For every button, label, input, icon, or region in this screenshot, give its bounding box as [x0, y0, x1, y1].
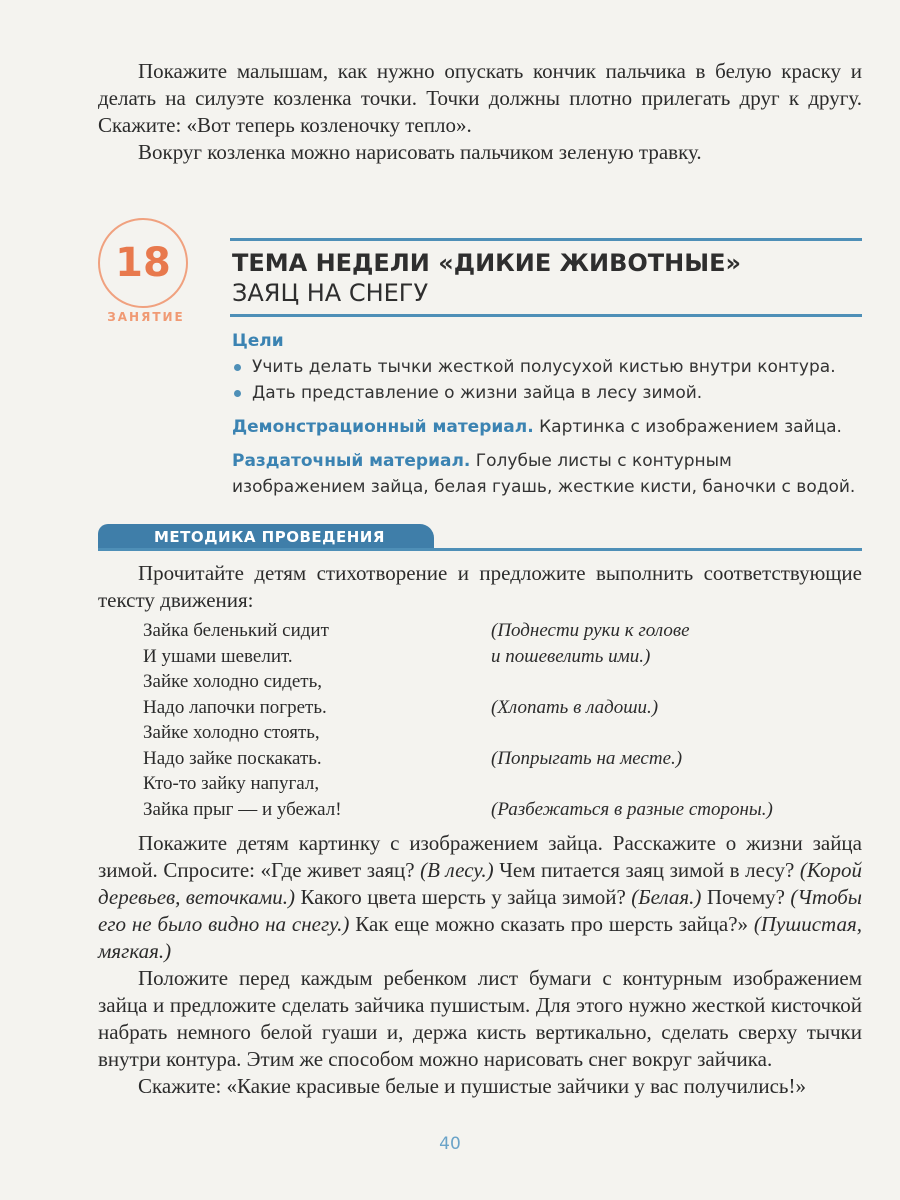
poem-note: и пошевелить ими.): [491, 645, 651, 667]
handout-material-label: Раздаточный материал.: [232, 451, 471, 471]
goals-section: [232, 328, 862, 406]
poem-line: Зайке холодно сидеть,: [143, 671, 323, 692]
intro-paragraph-2: Вокруг козленка можно нарисовать пальчиком зеленую травку.: [138, 140, 702, 164]
poem-row: [143, 746, 863, 772]
week-theme: ТЕМА НЕДЕЛИ «ДИКИЕ ЖИВОТНЫЕ»: [232, 249, 742, 277]
text-run: Почему?: [701, 885, 791, 909]
handout-material: [232, 448, 862, 500]
poem-line: Надо зайке поскакать.: [143, 747, 322, 769]
demo-material-label: Демонстрационный материал.: [232, 417, 534, 437]
poem-row: [143, 720, 863, 746]
lesson-title: ЗАЯЦ НА СНЕГУ: [232, 279, 429, 307]
demo-material-text: Картинка с изображением зайца.: [533, 417, 842, 437]
poem-row: [143, 618, 863, 644]
answer-run: (Белая.): [631, 885, 702, 909]
goals-list: [232, 354, 862, 406]
poem-note: (Разбежаться в разные стороны.): [491, 798, 773, 820]
poem-line: Кто-то зайку напугал,: [143, 773, 320, 794]
goal-item: Учить делать тычки жесткой полусухой кистью внутри контура.: [232, 354, 862, 380]
methodology-intro-block: [98, 560, 862, 614]
poem-note: (Хлопать в ладоши.): [491, 696, 659, 718]
page-number: 40: [439, 1134, 461, 1154]
goals-heading: Цели: [232, 331, 284, 351]
text-run: Как еще можно сказать про шерсть зайца?»: [349, 912, 754, 936]
poem-row: [143, 771, 863, 797]
text-run: Покажите детям картинку с изображением зайца. Расскажите о жизни зайца зимой. Спросите: «Где живет заяц?: [98, 831, 862, 882]
intro-text: [98, 58, 862, 166]
lesson-number: 18: [115, 240, 171, 286]
handout-material-text: Голубые листы с контурным изображением зайца, белая гуашь, жесткие кисти, баночки с водой.: [232, 451, 856, 497]
poem-row: [143, 797, 863, 823]
demo-material: [232, 414, 862, 440]
goal-item: Дать представление о жизни зайца в лесу зимой.: [232, 380, 862, 406]
header-top-rule: [230, 238, 862, 241]
lesson-body: [98, 830, 862, 1100]
methodology-intro: Прочитайте детям стихотворение и предложите выполнить соответствующие тексту движения:: [98, 561, 862, 612]
poem-line: Надо лапочки погреть.: [143, 696, 327, 718]
lesson-number-badge: [98, 218, 188, 308]
answer-run: (В лесу.): [420, 858, 494, 882]
answer-run: (Чтобы его не было видно на снегу.): [98, 885, 863, 936]
poem-line: Зайка беленький сидит: [143, 620, 329, 641]
lesson-title-block: [232, 248, 862, 308]
conversation-paragraph: [98, 830, 862, 965]
header-bottom-rule: [230, 314, 862, 317]
closing-paragraph: Скажите: «Какие красивые белые и пушистые зайчики у вас получились!»: [138, 1074, 806, 1098]
poem-line: Зайка прыг — и убежал!: [143, 798, 342, 820]
poem-line: И ушами шевелит.: [143, 645, 293, 667]
intro-paragraph-1: Покажите малышам, как нужно опускать кончик пальчика в белую краску и делать на силуэте козленка точки. Точки должны плотно прилегать друг к другу. Скажите: «Вот теперь козленочку тепло».: [98, 59, 862, 137]
methodology-rule: [98, 548, 862, 551]
methodology-heading: МЕТОДИКА ПРОВЕДЕНИЯ: [98, 524, 434, 550]
task-paragraph: Положите перед каждым ребенком лист бумаги с контурным изображением зайца и предложите сделать зайчика пушистым. Для этого нужно жесткой кисточкой набрать немного белой гуаши и, держа кисть вертикально, сделать сверху тычки внутри контура. Этим же способом можно нарисовать снег вокруг зайчика.: [98, 966, 862, 1071]
text-run: Чем питается заяц зимой в лесу?: [493, 858, 800, 882]
poem-note: (Попрыгать на месте.): [491, 747, 683, 769]
answer-run: (Корой деревьев, веточками.): [98, 858, 863, 909]
answer-run: (Пушистая, мягкая.): [98, 912, 862, 963]
poem-row: [143, 695, 863, 721]
poem-note: (Поднести руки к голове: [491, 620, 690, 641]
poem-row: [143, 669, 863, 695]
poem-row: [143, 644, 863, 670]
lesson-label: ЗАНЯТИЕ: [107, 310, 185, 324]
poem: [143, 618, 863, 822]
text-run: Какого цвета шерсть у зайца зимой?: [295, 885, 632, 909]
poem-line: Зайке холодно стоять,: [143, 722, 320, 743]
